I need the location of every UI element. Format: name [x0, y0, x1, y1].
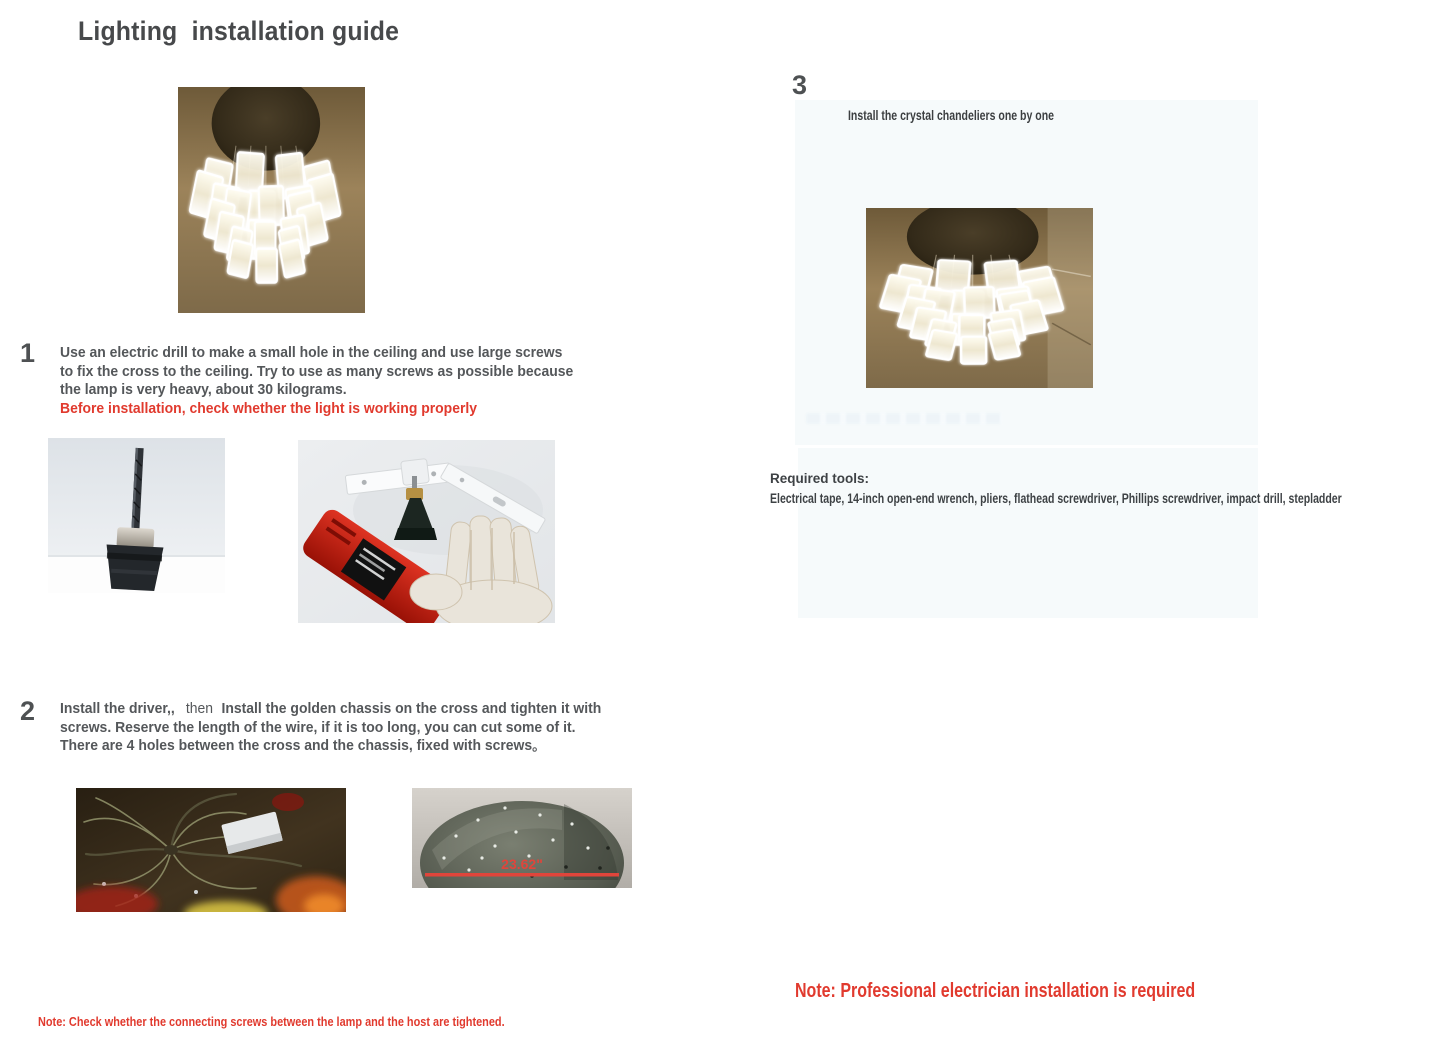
step-2-line-1: Install the driver,, then Install the golden chassis on the cross and tighten it with [60, 700, 602, 717]
required-tools-label: Required tools: [770, 471, 870, 486]
required-tools-list: Electrical tape, 14-inch open-end wrench, pliers, flathead screwdriver, Phillips screwdriver, impact drill, stepladder [770, 491, 1342, 506]
step-1-warning: Before installation, check whether the light is working properly [60, 399, 478, 417]
step-1-instructions [60, 344, 573, 418]
bottom-right-note: Note: Professional electrician installation is required [795, 980, 1196, 1002]
drill-bit-illustration [48, 438, 225, 593]
bottom-left-note: Note: Check whether the connecting screws between the lamp and the host are tightened. [38, 1014, 505, 1029]
step-1-line-3: the lamp is very heavy, about 30 kilograms. [60, 381, 347, 398]
step-3-caption: Install the crystal chandeliers one by one [848, 108, 1054, 123]
step-2-then-word: then [185, 700, 214, 717]
step-1-number: 1 [20, 338, 36, 368]
faint-watermark-text [806, 413, 1002, 424]
drill-ceiling-bracket-photo [298, 440, 555, 623]
step-2-number: 2 [20, 696, 36, 726]
step-2-line-3: There are 4 holes between the cross and the chassis, fixed with screws。 [60, 737, 547, 754]
chandelier-photo-top [178, 87, 365, 313]
driver-wiring-photo [76, 788, 346, 912]
step-3-number: 3 [792, 70, 808, 100]
step-1-line-1: Use an electric drill to make a small hole in the ceiling and use large screws [60, 344, 563, 361]
drill-ceiling-illustration [298, 440, 555, 623]
chandelier-photo-step-3 [866, 208, 1093, 388]
chassis-measurement-photo [412, 788, 632, 888]
drill-bit-photo [48, 438, 225, 593]
chassis-diameter-label: 23.62" [501, 856, 543, 872]
wiring-illustration [76, 788, 346, 912]
step-2-line-2: screws. Reserve the length of the wire, if it is too long, you can cut some of it. [60, 718, 576, 736]
chassis-illustration [412, 788, 632, 888]
step-1-line-2: to fix the cross to the ceiling. Try to use as many screws as possible because [60, 362, 574, 380]
step-2-instructions [60, 700, 601, 756]
measurement-line [425, 873, 619, 877]
page-title: Lighting installation guide [78, 16, 400, 46]
